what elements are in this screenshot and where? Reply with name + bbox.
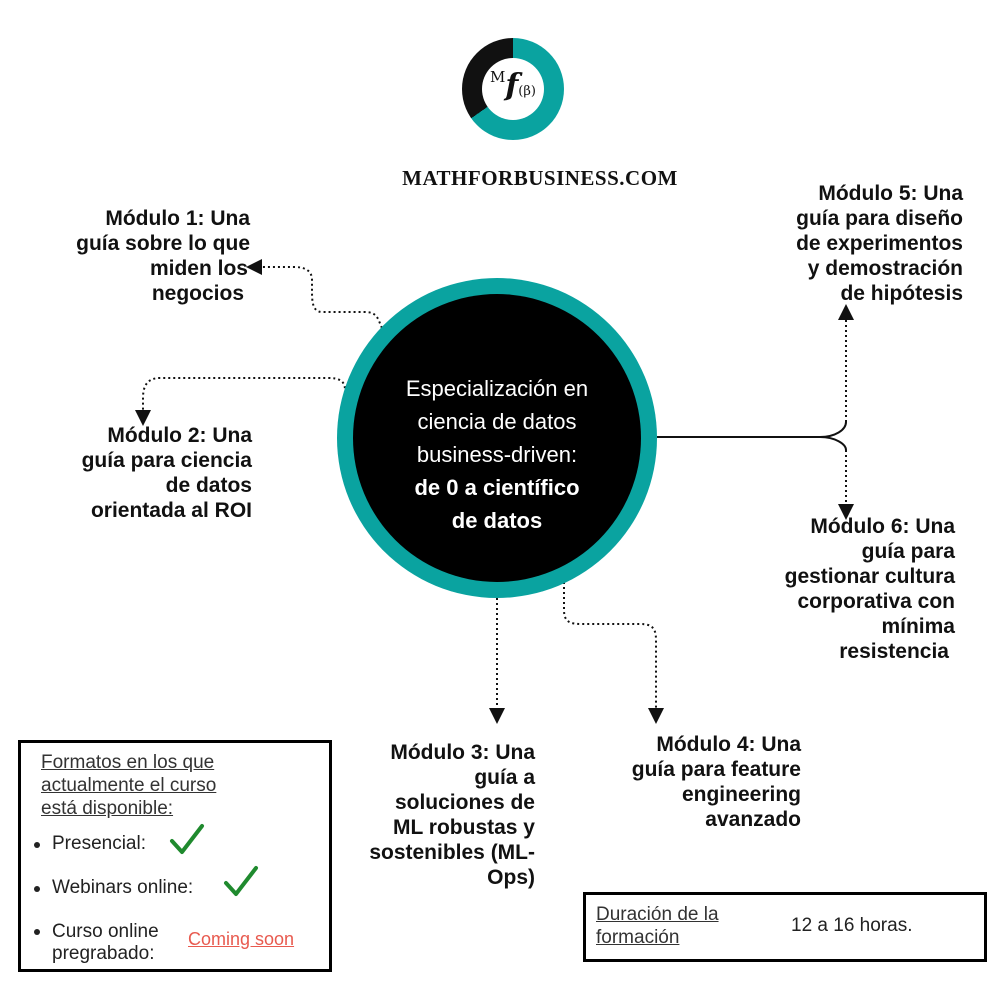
module-4-line: Módulo 4: Una — [656, 733, 801, 756]
module-4-line: engineering — [681, 783, 801, 806]
module-1-line: Módulo 1: Una — [105, 207, 250, 230]
formats-box — [18, 740, 332, 972]
hub-line-1: Especialización en — [405, 376, 589, 401]
module-4-line: guía para feature — [631, 758, 801, 781]
module-5-line: guía para diseño — [796, 207, 963, 230]
logo — [462, 38, 564, 140]
formats-title — [41, 751, 321, 820]
module-2-line: Módulo 2: Una — [107, 424, 252, 447]
hub-line-3: business-driven: — [416, 442, 578, 467]
module-6-line: gestionar cultura — [784, 565, 955, 588]
module-2-line: guía para ciencia — [81, 449, 252, 472]
module-5-line: de hipótesis — [840, 282, 963, 305]
logo-beta: (β) — [518, 84, 536, 99]
bullet — [34, 842, 40, 848]
module-6-line: corporativa con — [797, 590, 955, 613]
hub-line-2: ciencia de datos — [417, 409, 577, 434]
check-icon — [169, 823, 205, 857]
module-5-line: de experimentos — [796, 232, 963, 255]
module-4-line: avanzado — [705, 808, 801, 831]
duration-box — [583, 892, 987, 962]
module-4-label — [541, 732, 801, 832]
module-3-line: sostenibles (ML- — [369, 841, 535, 864]
logo-f: f — [505, 68, 519, 103]
module-6-label — [715, 514, 955, 664]
formats-title-line: está disponible: — [41, 798, 174, 819]
formats-title-line: Formatos en los que — [41, 752, 215, 773]
connector-module-1 — [254, 267, 382, 328]
module-1-line: miden los — [149, 257, 248, 280]
hub-title — [383, 372, 611, 537]
hub-line-5: de datos — [451, 508, 543, 533]
module-3-line: ML robustas y — [393, 816, 535, 839]
duration-label — [596, 903, 776, 949]
module-5-line: Módulo 5: Una — [818, 182, 963, 205]
format-pregrabado-label — [52, 921, 159, 965]
connector-hub-right — [657, 422, 846, 450]
module-6-line: mínima — [881, 615, 955, 638]
format-pregrabado-line: pregrabado: — [52, 943, 155, 964]
module-5-label — [723, 181, 963, 306]
module-5-line: y demostración — [807, 257, 963, 280]
module-2-line: de datos — [165, 474, 252, 497]
module-3-line: Ops) — [487, 866, 535, 889]
module-6-line: resistencia — [839, 640, 949, 663]
bullet — [34, 929, 40, 935]
site-name: MATHFORBUSINESS.COM — [402, 166, 678, 190]
format-presencial-label: Presencial: — [52, 833, 146, 854]
module-3-line: soluciones de — [394, 791, 535, 814]
module-1-label — [0, 206, 250, 306]
module-6-line: guía para — [861, 540, 955, 563]
format-pregrabado-line: Curso online — [52, 921, 159, 942]
duration-value: 12 a 16 horas. — [791, 915, 913, 936]
module-1-line: negocios — [151, 282, 244, 305]
format-webinars-label: Webinars online: — [52, 877, 194, 898]
bullet — [34, 886, 40, 892]
module-3-line: Módulo 3: Una — [390, 741, 535, 764]
module-1-line: guía sobre lo que — [76, 232, 250, 255]
module-2-line: orientada al ROI — [90, 499, 252, 522]
duration-label-line: formación — [596, 927, 680, 948]
hub-line-4: de 0 a científico — [414, 475, 580, 500]
hub-circle — [337, 278, 657, 598]
logo-m: M — [490, 68, 506, 86]
formats-title-line: actualmente el curso — [41, 775, 217, 796]
logo-mark — [482, 68, 544, 103]
duration-label-line: Duración de la — [596, 904, 719, 925]
module-6-line: Módulo 6: Una — [810, 515, 955, 538]
module-2-label — [0, 423, 252, 523]
coming-soon-link[interactable]: Coming soon — [188, 929, 295, 949]
connector-module-4 — [564, 582, 656, 716]
module-3-line: guía a — [474, 766, 535, 789]
check-icon — [223, 865, 259, 899]
